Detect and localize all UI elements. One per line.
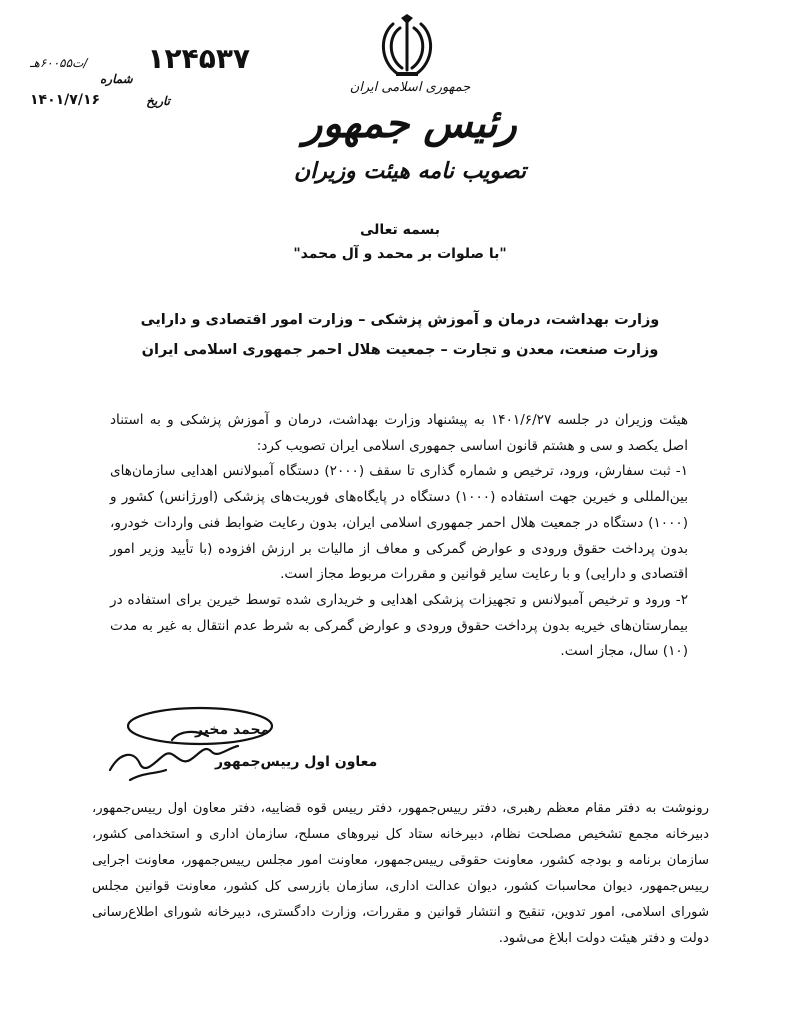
- addressee-line-2: وزارت صنعت، معدن و تجارت – جمعیت هلال احمر جمهوری اسلامی ایران: [141, 342, 659, 358]
- bismillah: بسمه تعالی: [359, 222, 441, 238]
- reference-date-row: [30, 92, 170, 114]
- iran-emblem-icon: [378, 14, 436, 80]
- reference-code: ت۶۰۰۵۵هـ/: [30, 56, 88, 70]
- signatory-name: محمد مخبر: [195, 722, 270, 738]
- reference-date-label: تاریخ: [146, 94, 170, 108]
- body-clause-1: ۱- ثبت سفارش، ورود، ترخیص و شماره گذاری تا سقف (۲۰۰۰) دستگاه آمبولانس اهدایی سازمان‌های بین‌المللی و خیرین جهت استفاده (۱۰۰۰) دستگاه در پایگاه‌های فوریت‌های پزشکی (اورژانس) کشور و (۱۰۰۰) دستگاه در جمعیت هلال احمر جمهوری اسلامی ایران، بدون رعایت ضوابط فنی واردات خودرو، بدون پرداخت حقوق ورودی و عوارض گمرکی و معاف از مالیات بر ارزش افزوده (با تأیید وزیر امور اقتصادی و دارایی) و با رعایت سایر قوانین و مقررات مربوط مجاز است.: [110, 463, 688, 583]
- signatory-title: معاون اول رییس‌جمهور: [215, 754, 378, 770]
- header-republic: جمهوری اسلامی ایران: [349, 80, 471, 95]
- body-clause-2: ۲- ورود و ترخیص آمبولانس و تجهیزات پزشکی اهدایی و خریداری شده توسط خیرین برای استفاده در بیمارستان‌های خیریه بدون پرداخت حقوق ورودی و عوارض گمرکی به شرط عدم انتقال به غیر به مدت (۱۰) سال، مجاز است.: [110, 591, 688, 660]
- cc-text: رونوشت به دفتر مقام معظم رهبری، دفتر رییس‌جمهور، دفتر رییس قوه قضاییه، دفتر معاون اول رییس‌جمهور، دبیرخانه مجمع تشخیص مصلحت نظام، دبیرخانه ستاد کل نیروهای مسلح، سازمان اداری و استخدامی کشور، سازمان برنامه و بودجه کشور، معاونت حقوقی رییس‌جمهور، معاونت امور مجلس رییس‌جمهور، معاونت اجرایی رییس‌جمهور، دیوان محاسبات کشور، دیوان عدالت اداری، سازمان بازرسی کل کشور، معاونت قوانین مجلس شورای اسلامی، امور تدوین، تنقیح و انتشار قوانین و مقررات، وزارت دادگستری، دبیرخانه شورای اطلاع‌رسانی دولت و دفتر هیئت دولت ابلاغ می‌شود.: [92, 801, 709, 947]
- cc-distribution: [92, 796, 709, 953]
- reference-number-label: شماره: [100, 72, 133, 86]
- handwritten-signature: [100, 700, 280, 786]
- body-intro: هیئت وزیران در جلسه ۱۴۰۱/۶/۲۷ به پیشنهاد وزارت بهداشت، درمان و آموزش پزشکی و به استناد اصل یکصد و سی و هشتم قانون اساسی جمهوری اسلامی ایران تصویب کرد:: [110, 412, 688, 454]
- reference-number: ۱۲۴۵۳۷: [147, 42, 250, 75]
- reference-date: ۱۴۰۱/۷/۱۶: [30, 92, 101, 108]
- header-president: رئیس جمهور: [303, 100, 517, 147]
- addressee-line-1: وزارت بهداشت، درمان و آموزش پزشکی – وزارت امور اقتصادی و دارایی: [140, 312, 660, 328]
- header-approval: تصویب نامه هیئت وزیران: [294, 158, 526, 184]
- reference-number-row: [30, 42, 250, 76]
- salawat: "با صلوات بر محمد و آل محمد": [293, 246, 507, 262]
- decree-body: [110, 408, 688, 665]
